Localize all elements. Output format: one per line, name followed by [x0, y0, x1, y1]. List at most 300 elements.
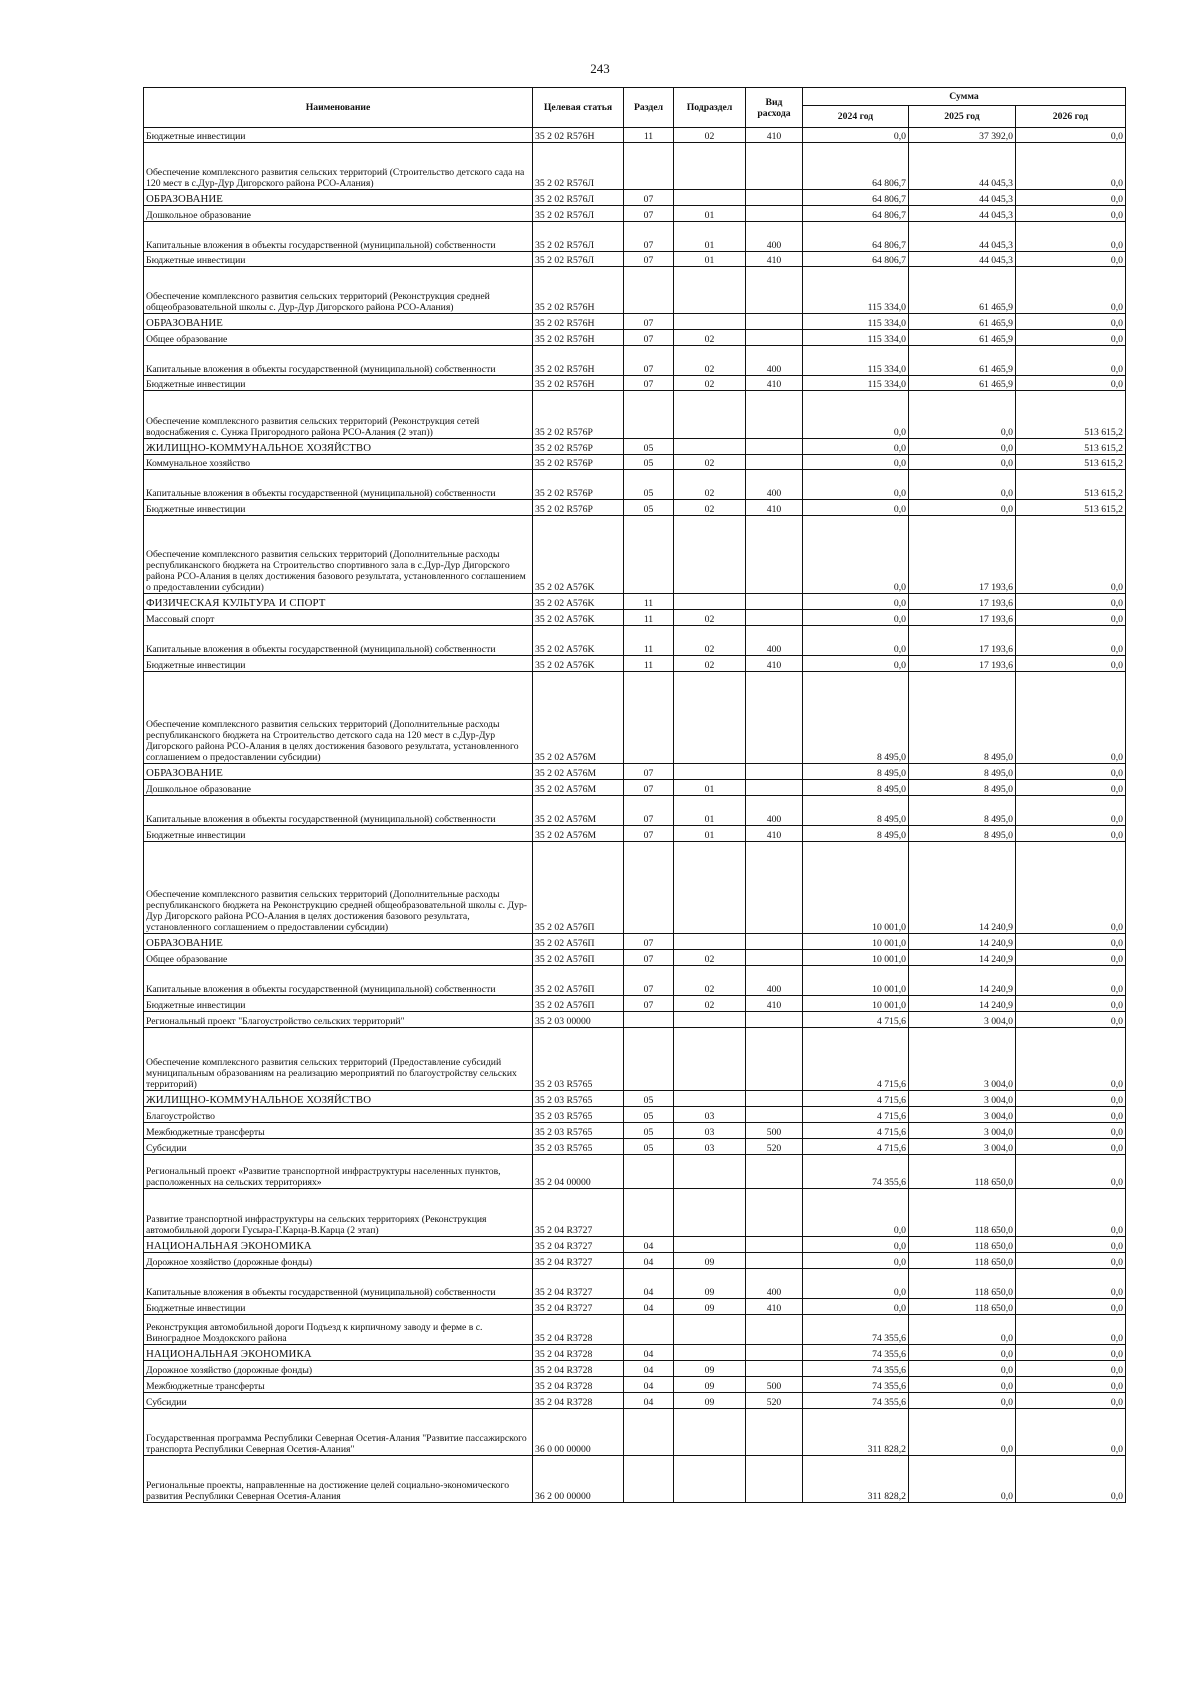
- table-row: [144, 1393, 1126, 1409]
- row-subsection: [674, 267, 746, 314]
- row-sum-2025: 44 045,3: [909, 143, 1016, 190]
- row-sum-2025: 3 004,0: [909, 1012, 1016, 1028]
- row-name: Капитальные вложения в объекты государственной (муниципальной) собственности: [144, 222, 533, 252]
- row-expense-type: [746, 842, 803, 934]
- row-sum-2024: 311 828,2: [803, 1409, 909, 1456]
- row-code: 35 2 04 00000: [533, 1155, 624, 1189]
- row-name: НАЦИОНАЛЬНАЯ ЭКОНОМИКА: [144, 1237, 533, 1253]
- row-code: 35 2 02 R576Л: [533, 190, 624, 206]
- row-sum-2026: 513 615,2: [1016, 391, 1126, 439]
- row-expense-type: 410: [746, 826, 803, 842]
- row-subsection: [674, 1012, 746, 1028]
- row-expense-type: 410: [746, 500, 803, 516]
- table-row: [144, 1123, 1126, 1139]
- row-subsection: [674, 1091, 746, 1107]
- row-sum-2025: 37 392,0: [909, 128, 1016, 143]
- row-sum-2026: 0,0: [1016, 672, 1126, 764]
- row-sum-2024: 64 806,7: [803, 252, 909, 267]
- row-code: 35 2 03 R5765: [533, 1107, 624, 1123]
- table-row: [144, 934, 1126, 950]
- row-sum-2024: 10 001,0: [803, 950, 909, 966]
- row-section: 07: [624, 252, 674, 267]
- row-sum-2026: 0,0: [1016, 950, 1126, 966]
- row-sum-2024: 74 355,6: [803, 1345, 909, 1361]
- row-sum-2026: 0,0: [1016, 796, 1126, 826]
- row-subsection: 09: [674, 1253, 746, 1269]
- row-code: 35 2 02 R576Л: [533, 222, 624, 252]
- row-sum-2024: 4 715,6: [803, 1028, 909, 1091]
- row-code: 35 2 02 A576K: [533, 626, 624, 656]
- row-section: [624, 1189, 674, 1237]
- row-subsection: [674, 594, 746, 610]
- row-sum-2026: 0,0: [1016, 966, 1126, 996]
- row-sum-2024: 0,0: [803, 594, 909, 610]
- row-sum-2025: 8 495,0: [909, 672, 1016, 764]
- row-expense-type: 410: [746, 1299, 803, 1315]
- row-expense-type: [746, 1361, 803, 1377]
- table-row: [144, 1315, 1126, 1345]
- row-sum-2026: 0,0: [1016, 1139, 1126, 1155]
- row-name: Общее образование: [144, 330, 533, 346]
- row-sum-2024: 74 355,6: [803, 1393, 909, 1409]
- budget-table: [143, 87, 1126, 1503]
- row-sum-2026: 0,0: [1016, 314, 1126, 330]
- row-code: 35 2 02 A576K: [533, 610, 624, 626]
- row-name: Бюджетные инвестиции: [144, 656, 533, 672]
- row-code: 35 2 04 R3728: [533, 1377, 624, 1393]
- row-section: 07: [624, 996, 674, 1012]
- row-expense-type: [746, 934, 803, 950]
- row-subsection: 09: [674, 1361, 746, 1377]
- row-code: 35 2 04 R3728: [533, 1345, 624, 1361]
- row-subsection: [674, 842, 746, 934]
- table-row: [144, 966, 1126, 996]
- row-code: 35 2 04 R3728: [533, 1315, 624, 1345]
- row-name: Массовый спорт: [144, 610, 533, 626]
- row-section: 07: [624, 934, 674, 950]
- row-sum-2025: 0,0: [909, 1456, 1016, 1503]
- row-code: 35 2 03 R5765: [533, 1139, 624, 1155]
- row-subsection: 09: [674, 1269, 746, 1299]
- header-sum: Сумма: [803, 88, 1126, 106]
- row-expense-type: [746, 206, 803, 222]
- row-sum-2024: 64 806,7: [803, 143, 909, 190]
- row-name: Обеспечение комплексного развития сельских территорий (Реконструкция сетей водоснабжения с. Сунжа Пригородного района РСО-Алания (2 этап)): [144, 391, 533, 439]
- row-sum-2026: 0,0: [1016, 764, 1126, 780]
- row-sum-2026: 0,0: [1016, 1091, 1126, 1107]
- table-row: [144, 1269, 1126, 1299]
- row-sum-2025: 0,0: [909, 1377, 1016, 1393]
- table-row: [144, 1189, 1126, 1237]
- row-subsection: 01: [674, 206, 746, 222]
- row-expense-type: [746, 1155, 803, 1189]
- row-expense-type: [746, 1456, 803, 1503]
- row-code: 35 2 04 R3727: [533, 1299, 624, 1315]
- row-sum-2025: 61 465,9: [909, 267, 1016, 314]
- row-expense-type: [746, 1189, 803, 1237]
- row-subsection: 02: [674, 950, 746, 966]
- row-code: 35 2 02 R576Л: [533, 143, 624, 190]
- row-name: Бюджетные инвестиции: [144, 826, 533, 842]
- row-expense-type: [746, 314, 803, 330]
- row-name: ОБРАЗОВАНИЕ: [144, 314, 533, 330]
- row-section: 04: [624, 1377, 674, 1393]
- row-section: 11: [624, 594, 674, 610]
- row-expense-type: [746, 780, 803, 796]
- header-name: Наименование: [144, 88, 533, 128]
- row-sum-2024: 0,0: [803, 455, 909, 470]
- row-sum-2026: 0,0: [1016, 376, 1126, 391]
- row-expense-type: [746, 1091, 803, 1107]
- row-sum-2024: 0,0: [803, 610, 909, 626]
- row-subsection: 02: [674, 346, 746, 376]
- table-row: [144, 842, 1126, 934]
- row-code: 35 2 03 R5765: [533, 1123, 624, 1139]
- row-section: 05: [624, 1091, 674, 1107]
- row-name: Дорожное хозяйство (дорожные фонды): [144, 1253, 533, 1269]
- row-sum-2025: 0,0: [909, 1361, 1016, 1377]
- row-name: Обеспечение комплексного развития сельских территорий (Дополнительные расходы республиканского бюджета на Реконструкцию средней общеобразовательной школы с. Дур-Дур Дигорского района РСО-Алания в целях достижения базового результата, установленного соглашением о предоставлении субсидии): [144, 842, 533, 934]
- row-section: 05: [624, 1107, 674, 1123]
- row-sum-2026: 0,0: [1016, 143, 1126, 190]
- row-name: Обеспечение комплексного развития сельских территорий (Реконструкция средней общеобразовательной школы с. Дур-Дур Дигорского района РСО-Алания): [144, 267, 533, 314]
- table-row: [144, 594, 1126, 610]
- table-row: [144, 500, 1126, 516]
- table-row: [144, 330, 1126, 346]
- table-row: [144, 128, 1126, 143]
- row-name: ЖИЛИЩНО-КОММУНАЛЬНОЕ ХОЗЯЙСТВО: [144, 439, 533, 455]
- row-sum-2024: 115 334,0: [803, 314, 909, 330]
- row-sum-2025: 8 495,0: [909, 796, 1016, 826]
- row-sum-2024: 4 715,6: [803, 1012, 909, 1028]
- row-expense-type: 400: [746, 966, 803, 996]
- table-header: [144, 88, 1126, 128]
- row-sum-2025: 0,0: [909, 1315, 1016, 1345]
- row-section: 05: [624, 455, 674, 470]
- row-sum-2026: 0,0: [1016, 1393, 1126, 1409]
- row-sum-2024: 115 334,0: [803, 330, 909, 346]
- row-code: 35 2 02 A576П: [533, 996, 624, 1012]
- row-expense-type: 410: [746, 128, 803, 143]
- row-expense-type: [746, 439, 803, 455]
- row-subsection: [674, 190, 746, 206]
- row-sum-2025: 118 650,0: [909, 1269, 1016, 1299]
- row-expense-type: [746, 391, 803, 439]
- row-sum-2026: 0,0: [1016, 222, 1126, 252]
- row-section: 07: [624, 780, 674, 796]
- row-subsection: 02: [674, 656, 746, 672]
- table-row: [144, 1361, 1126, 1377]
- row-section: 05: [624, 500, 674, 516]
- row-sum-2026: 0,0: [1016, 516, 1126, 594]
- row-expense-type: [746, 330, 803, 346]
- row-sum-2025: 0,0: [909, 391, 1016, 439]
- row-name: Бюджетные инвестиции: [144, 1299, 533, 1315]
- row-sum-2026: 0,0: [1016, 996, 1126, 1012]
- row-sum-2024: 10 001,0: [803, 842, 909, 934]
- row-subsection: [674, 1237, 746, 1253]
- row-expense-type: [746, 190, 803, 206]
- row-expense-type: [746, 1253, 803, 1269]
- row-sum-2024: 8 495,0: [803, 826, 909, 842]
- row-expense-type: [746, 143, 803, 190]
- row-sum-2025: 61 465,9: [909, 376, 1016, 391]
- row-expense-type: [746, 594, 803, 610]
- table-row: [144, 516, 1126, 594]
- row-name: Реконструкция автомобильной дороги Подъезд к кирпичному заводу и ферме в с. Виноградное Моздокского района: [144, 1315, 533, 1345]
- row-section: 07: [624, 330, 674, 346]
- row-sum-2026: 0,0: [1016, 252, 1126, 267]
- row-expense-type: 500: [746, 1123, 803, 1139]
- row-code: 35 2 02 A576П: [533, 842, 624, 934]
- row-sum-2026: 0,0: [1016, 1377, 1126, 1393]
- row-sum-2025: 44 045,3: [909, 222, 1016, 252]
- header-year-2026: 2026 год: [1016, 106, 1126, 128]
- row-expense-type: [746, 516, 803, 594]
- row-code: 35 2 02 R576Л: [533, 252, 624, 267]
- row-sum-2024: 4 715,6: [803, 1107, 909, 1123]
- table-row: [144, 206, 1126, 222]
- row-section: [624, 1155, 674, 1189]
- row-section: [624, 672, 674, 764]
- row-section: 07: [624, 346, 674, 376]
- row-sum-2024: 0,0: [803, 500, 909, 516]
- row-sum-2024: 0,0: [803, 516, 909, 594]
- row-sum-2025: 3 004,0: [909, 1091, 1016, 1107]
- row-sum-2024: 8 495,0: [803, 780, 909, 796]
- row-code: 35 2 02 A576M: [533, 796, 624, 826]
- row-subsection: [674, 1315, 746, 1345]
- header-subsection: Подраздел: [674, 88, 746, 128]
- row-code: 35 2 04 R3728: [533, 1393, 624, 1409]
- row-subsection: 09: [674, 1393, 746, 1409]
- row-section: 07: [624, 222, 674, 252]
- table-row: [144, 143, 1126, 190]
- row-section: 07: [624, 796, 674, 826]
- table-row: [144, 626, 1126, 656]
- table-row: [144, 1091, 1126, 1107]
- row-code: 35 2 02 R576P: [533, 455, 624, 470]
- row-code: 35 2 02 A576M: [533, 672, 624, 764]
- row-subsection: 02: [674, 996, 746, 1012]
- row-expense-type: 410: [746, 252, 803, 267]
- row-sum-2024: 10 001,0: [803, 966, 909, 996]
- row-sum-2024: 74 355,6: [803, 1155, 909, 1189]
- row-name: Региональные проекты, направленные на достижение целей социально-экономического развития Республики Северная Осетия-Алания: [144, 1456, 533, 1503]
- row-code: 35 2 02 A576M: [533, 780, 624, 796]
- row-name: ОБРАЗОВАНИЕ: [144, 190, 533, 206]
- row-code: 35 2 02 R576H: [533, 346, 624, 376]
- row-sum-2026: 0,0: [1016, 128, 1126, 143]
- header-year-2024: 2024 год: [803, 106, 909, 128]
- row-expense-type: 410: [746, 376, 803, 391]
- row-sum-2025: 61 465,9: [909, 314, 1016, 330]
- row-expense-type: 400: [746, 626, 803, 656]
- row-subsection: 02: [674, 455, 746, 470]
- row-name: Субсидии: [144, 1393, 533, 1409]
- row-section: 04: [624, 1361, 674, 1377]
- row-sum-2024: 8 495,0: [803, 796, 909, 826]
- row-expense-type: 410: [746, 996, 803, 1012]
- row-sum-2026: 0,0: [1016, 842, 1126, 934]
- row-code: 35 2 02 R576P: [533, 500, 624, 516]
- table-row: [144, 1377, 1126, 1393]
- row-name: Капитальные вложения в объекты государственной (муниципальной) собственности: [144, 796, 533, 826]
- row-name: Дорожное хозяйство (дорожные фонды): [144, 1361, 533, 1377]
- row-subsection: 02: [674, 470, 746, 500]
- row-subsection: 02: [674, 966, 746, 996]
- row-sum-2025: 14 240,9: [909, 996, 1016, 1012]
- row-sum-2024: 74 355,6: [803, 1315, 909, 1345]
- row-expense-type: 520: [746, 1139, 803, 1155]
- row-sum-2026: 0,0: [1016, 1123, 1126, 1139]
- row-code: 35 2 04 R3727: [533, 1189, 624, 1237]
- row-section: 05: [624, 1139, 674, 1155]
- row-name: НАЦИОНАЛЬНАЯ ЭКОНОМИКА: [144, 1345, 533, 1361]
- row-expense-type: 400: [746, 796, 803, 826]
- row-subsection: [674, 391, 746, 439]
- row-code: 35 2 02 A576K: [533, 656, 624, 672]
- row-sum-2025: 17 193,6: [909, 516, 1016, 594]
- table-row: [144, 314, 1126, 330]
- row-sum-2024: 4 715,6: [803, 1123, 909, 1139]
- row-section: [624, 1409, 674, 1456]
- row-sum-2026: 513 615,2: [1016, 470, 1126, 500]
- row-expense-type: [746, 1107, 803, 1123]
- row-sum-2025: 0,0: [909, 1345, 1016, 1361]
- table-row: [144, 1409, 1126, 1456]
- row-sum-2025: 44 045,3: [909, 252, 1016, 267]
- row-section: 07: [624, 190, 674, 206]
- row-expense-type: [746, 1237, 803, 1253]
- row-sum-2026: 0,0: [1016, 267, 1126, 314]
- row-code: 35 2 03 00000: [533, 1012, 624, 1028]
- row-name: Субсидии: [144, 1139, 533, 1155]
- table-row: [144, 1139, 1126, 1155]
- row-sum-2025: 0,0: [909, 1409, 1016, 1456]
- row-sum-2024: 0,0: [803, 1299, 909, 1315]
- row-sum-2026: 0,0: [1016, 656, 1126, 672]
- row-subsection: [674, 1345, 746, 1361]
- row-code: 35 2 02 A576K: [533, 594, 624, 610]
- row-section: 05: [624, 1123, 674, 1139]
- row-code: 35 2 02 R576H: [533, 314, 624, 330]
- row-subsection: [674, 764, 746, 780]
- row-name: Бюджетные инвестиции: [144, 252, 533, 267]
- row-name: Межбюджетные трансферты: [144, 1377, 533, 1393]
- row-subsection: [674, 1028, 746, 1091]
- row-sum-2025: 17 193,6: [909, 594, 1016, 610]
- header-section: Раздел: [624, 88, 674, 128]
- row-section: [624, 1012, 674, 1028]
- row-subsection: 02: [674, 128, 746, 143]
- row-sum-2025: 14 240,9: [909, 842, 1016, 934]
- row-sum-2025: 3 004,0: [909, 1028, 1016, 1091]
- row-sum-2025: 61 465,9: [909, 330, 1016, 346]
- row-expense-type: 400: [746, 470, 803, 500]
- row-subsection: 03: [674, 1107, 746, 1123]
- row-name: Дошкольное образование: [144, 206, 533, 222]
- table-row: [144, 1155, 1126, 1189]
- row-section: 04: [624, 1237, 674, 1253]
- row-sum-2025: 8 495,0: [909, 780, 1016, 796]
- row-code: 35 2 04 R3727: [533, 1253, 624, 1269]
- row-expense-type: [746, 610, 803, 626]
- row-expense-type: 410: [746, 656, 803, 672]
- row-code: 35 2 02 A576K: [533, 516, 624, 594]
- table-row: [144, 1237, 1126, 1253]
- row-section: 11: [624, 626, 674, 656]
- row-name: Обеспечение комплексного развития сельских территорий (Дополнительные расходы республиканского бюджета на Строительство детского сада на 120 мест в с.Дур-Дур Дигорского района РСО-Алания в целях достижения базового результата, установленного соглашением о предоставлении субсидии): [144, 672, 533, 764]
- row-sum-2024: 74 355,6: [803, 1377, 909, 1393]
- row-sum-2024: 115 334,0: [803, 346, 909, 376]
- row-name: Обеспечение комплексного развития сельских территорий (Предоставление субсидий муниципальным образованиям на реализацию мероприятий по благоустройству сельских территорий): [144, 1028, 533, 1091]
- row-code: 35 2 02 A576M: [533, 826, 624, 842]
- row-sum-2024: 8 495,0: [803, 672, 909, 764]
- row-name: Бюджетные инвестиции: [144, 996, 533, 1012]
- row-code: 35 2 02 R576P: [533, 439, 624, 455]
- row-sum-2026: 0,0: [1016, 346, 1126, 376]
- row-code: 35 2 02 R576P: [533, 470, 624, 500]
- row-subsection: [674, 672, 746, 764]
- row-section: [624, 1028, 674, 1091]
- row-subsection: [674, 934, 746, 950]
- row-code: 35 2 02 R576H: [533, 330, 624, 346]
- row-name: Благоустройство: [144, 1107, 533, 1123]
- row-section: 07: [624, 764, 674, 780]
- row-section: [624, 1315, 674, 1345]
- row-sum-2025: 17 193,6: [909, 610, 1016, 626]
- table-row: [144, 470, 1126, 500]
- row-sum-2026: 0,0: [1016, 190, 1126, 206]
- row-sum-2024: 74 355,6: [803, 1361, 909, 1377]
- row-expense-type: [746, 1409, 803, 1456]
- row-subsection: 02: [674, 500, 746, 516]
- row-sum-2024: 64 806,7: [803, 206, 909, 222]
- row-section: 07: [624, 966, 674, 996]
- row-expense-type: [746, 764, 803, 780]
- row-section: 04: [624, 1269, 674, 1299]
- row-sum-2025: 118 650,0: [909, 1299, 1016, 1315]
- row-sum-2026: 0,0: [1016, 1269, 1126, 1299]
- row-section: 07: [624, 826, 674, 842]
- row-section: 07: [624, 376, 674, 391]
- row-sum-2025: 0,0: [909, 455, 1016, 470]
- row-section: 07: [624, 950, 674, 966]
- row-name: Дошкольное образование: [144, 780, 533, 796]
- row-subsection: [674, 1456, 746, 1503]
- row-name: Бюджетные инвестиции: [144, 376, 533, 391]
- row-section: 05: [624, 470, 674, 500]
- row-code: 35 2 03 R5765: [533, 1091, 624, 1107]
- row-name: Бюджетные инвестиции: [144, 500, 533, 516]
- row-sum-2026: 0,0: [1016, 1253, 1126, 1269]
- row-sum-2024: 0,0: [803, 1189, 909, 1237]
- row-name: Региональный проект "Благоустройство сельских территорий": [144, 1012, 533, 1028]
- row-sum-2026: 0,0: [1016, 1189, 1126, 1237]
- table-row: [144, 1345, 1126, 1361]
- table-body: [144, 128, 1126, 1503]
- row-expense-type: [746, 1315, 803, 1345]
- page-number: 243: [590, 61, 610, 76]
- row-subsection: 03: [674, 1139, 746, 1155]
- row-subsection: 02: [674, 376, 746, 391]
- row-sum-2026: 0,0: [1016, 610, 1126, 626]
- row-expense-type: 400: [746, 222, 803, 252]
- row-name: ОБРАЗОВАНИЕ: [144, 934, 533, 950]
- row-sum-2025: 14 240,9: [909, 950, 1016, 966]
- row-sum-2025: 118 650,0: [909, 1253, 1016, 1269]
